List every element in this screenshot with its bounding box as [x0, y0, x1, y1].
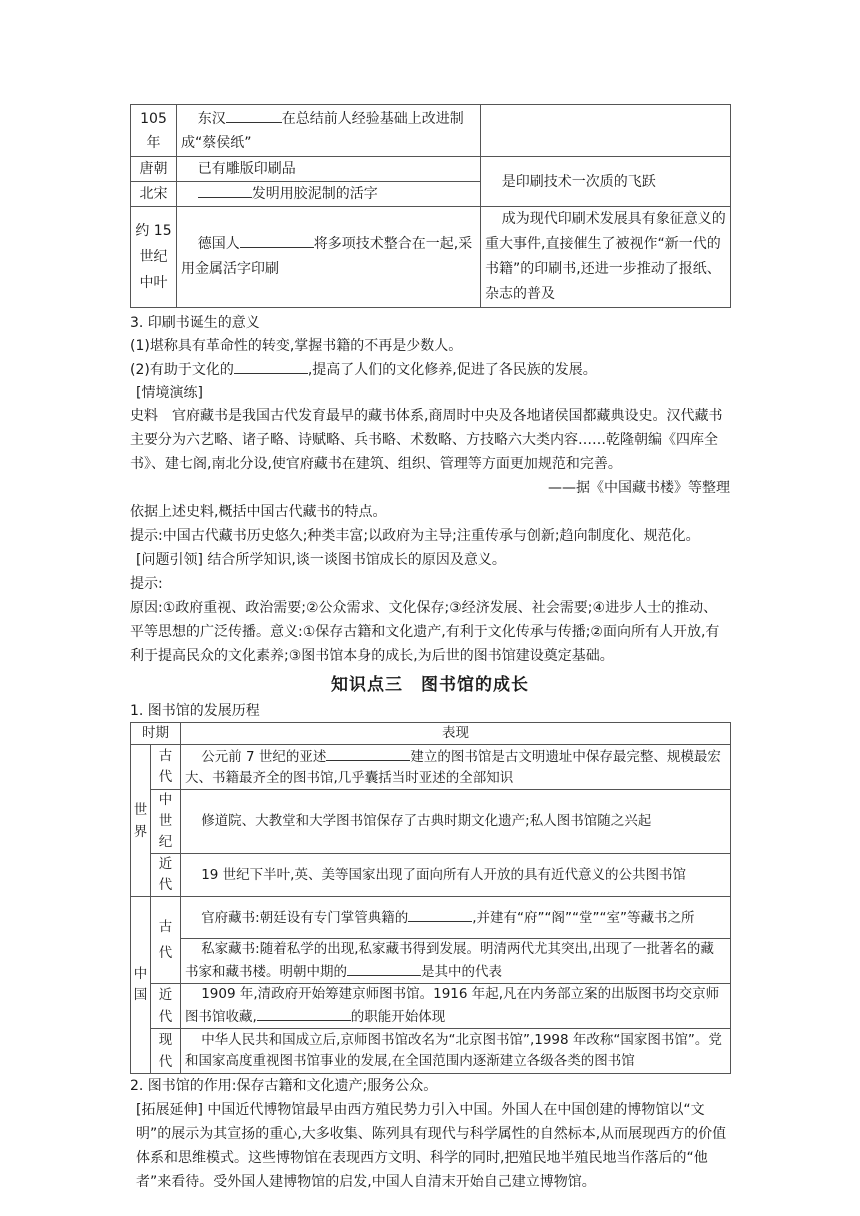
detail-cell [181, 939, 731, 984]
hint: 提示:中国古代藏书历史悠久;种类丰富;以政府为主导;注重传承与创新;趋向制度化、规范化。 [130, 528, 700, 544]
section-title: 知识点三 图书馆的成长 [331, 675, 529, 695]
inquiry-label: [问题引领] [136, 552, 203, 568]
source-label: 史料 [130, 408, 158, 424]
inquiry-answer: 原因:①政府重视、政治需要;②公众需求、文化保存;③经济发展、社会需要;④进步人士的推动、平等思想的广泛传播。意义:①保存古籍和文化遗产,有利于文化传承与传播;②面向所有人开放,有利于提高民众的文化素养;③图书馆本身的成长,为后世的图书馆建设奠定基础。 [130, 600, 720, 664]
event-text: 东汉 [197, 110, 226, 127]
extension [130, 1098, 730, 1194]
period-cell: 唐朝 [131, 157, 177, 182]
event-cell: 已有雕版印刷品 [177, 157, 481, 182]
detail-text: 私家藏书:随着私学的出现,私家藏书得到发展。明清两代尤其突出,出现了一批著名的藏书家和藏书楼。明朝中期的 [185, 941, 714, 980]
era-cell: 近代 [151, 854, 181, 897]
practice-label: [情境演练] [136, 385, 203, 401]
significance-cell: 是印刷技术一次质的飞跃 [481, 157, 731, 207]
table-row [131, 854, 731, 897]
detail-cell [181, 984, 731, 1029]
detail-text: ,并建有“府”“阁”“堂”“室”等藏书之所 [472, 910, 695, 926]
column-header: 表现 [181, 723, 731, 745]
event-text: 在总结前人经验基础上改进制成“蔡侯纸” [181, 110, 464, 151]
fill-blank [326, 745, 410, 761]
fill-blank [408, 906, 472, 922]
period-cell: 约 15 世纪中叶 [131, 207, 177, 308]
fill-blank [240, 232, 314, 248]
detail-text: 公元前 7 世纪的亚述 [201, 749, 327, 765]
table-row [131, 105, 731, 157]
fill-blank [226, 107, 282, 123]
detail-text: 官府藏书:朝廷设有专门掌管典籍的 [201, 910, 409, 926]
subsection-heading: 1. 图书馆的发展历程 [130, 703, 260, 719]
extension-text: 中国近代博物馆最早由西方殖民势力引入中国。外国人在中国创建的博物馆以“文明”的展示为其宣扬的重心,大多收集、陈列具有现代与科学属性的自然标本,从而展现西方的价值体系和思维模式。这些博物馆在表现西方文明、科学的同时,把殖民地半殖民地当作落后的“他者”来看待。受外国人建博物馆的启发,中国人自清末开始自己建立博物馆。 [136, 1102, 727, 1190]
printing-history-table [130, 104, 731, 308]
detail-cell: 19 世纪下半叶,英、美等国家出现了面向所有人开放的具有近代意义的公共图书馆 [181, 854, 731, 897]
fill-blank [234, 358, 308, 374]
detail-cell [181, 897, 731, 939]
table-row [131, 897, 731, 939]
event-cell [177, 207, 481, 308]
event-text: 将多项技术整合在一起,采用金属活字印刷 [181, 236, 473, 277]
table-row [131, 939, 731, 984]
era-cell: 近代 [151, 984, 181, 1029]
table-row [131, 157, 731, 182]
extension-label: [拓展延伸] [136, 1102, 203, 1118]
event-text: 德国人 [197, 236, 240, 252]
era-cell: 古代 [151, 745, 181, 790]
document-page [130, 104, 730, 1194]
era-cell: 古代 [151, 897, 181, 984]
event-text: 发明用胶泥制的活字 [251, 186, 378, 202]
table-row [131, 984, 731, 1029]
region-cell: 中国 [131, 897, 151, 1074]
detail-cell: 修道院、大教堂和大学图书馆保存了古典时期文化遗产;私人图书馆随之兴起 [181, 790, 731, 854]
library-history-table [130, 722, 731, 1074]
significance-cell: 成为现代印刷术发展具有象征意义的重大事件,直接催生了被视作“新一代的书籍”的印刷书,还进一步推动了报纸、杂志的普及 [481, 207, 731, 308]
era-cell: 中世纪 [151, 790, 181, 854]
table-row [131, 207, 731, 308]
column-header: 时期 [131, 723, 181, 745]
era-cell: 现代 [151, 1029, 181, 1074]
table-row [131, 745, 731, 790]
inquiry [130, 548, 730, 572]
significance-cell [481, 105, 731, 157]
table-row [131, 1029, 731, 1074]
detail-cell [181, 745, 731, 790]
event-cell [177, 182, 481, 207]
paragraph: (1)堪称具有革命性的转变,掌握书籍的不再是少数人。 [130, 338, 463, 354]
table-header-row [131, 723, 731, 745]
fill-blank [347, 960, 421, 976]
fill-blank [257, 1005, 351, 1021]
period-cell: 105 年 [131, 105, 177, 157]
section-heading: 3. 印刷书诞生的意义 [130, 315, 260, 331]
event-cell [177, 105, 481, 157]
source-text: 官府藏书是我国古代发育最早的藏书体系,商周时中央及各地诸侯国都藏典设史。汉代藏书主要分为六艺略、诸子略、诗赋略、兵书略、术数略、方技略六大类内容……乾隆朝编《四库全书》、建七阁,南北分设,使官府藏书在建筑、组织、管理等方面更加规范和完善。 [130, 408, 723, 472]
paragraph-text: (2)有助于文化的 [130, 362, 234, 378]
table-row [131, 790, 731, 854]
inquiry-text: 结合所学知识,谈一谈图书馆成长的原因及意义。 [207, 552, 506, 568]
fill-blank [198, 182, 252, 198]
paragraph [130, 358, 730, 382]
paragraph-text: ,提高了人们的文化修养,促进了各民族的发展。 [307, 362, 597, 378]
source-paragraph [130, 404, 730, 476]
detail-cell: 中华人民共和国成立后,京师图书馆改名为“北京图书馆”,1998 年改称“国家图书馆”。党和国家高度重视图书馆事业的发展,在全国范围内逐渐建立各级各类的图书馆 [181, 1029, 731, 1074]
question: 依据上述史料,概括中国古代藏书的特点。 [130, 504, 387, 520]
hint-label: 提示: [130, 576, 163, 592]
region-cell: 世界 [131, 745, 151, 897]
detail-text: 的职能开始体现 [350, 1009, 446, 1025]
detail-text: 建立的图书馆是古文明遗址中保存最完整、规模最宏大、书籍最齐全的图书馆,几乎囊括当时亚述的全部知识 [185, 749, 721, 786]
period-cell: 北宋 [131, 182, 177, 207]
citation: ——据《中国藏书楼》等整理 [548, 480, 730, 496]
detail-text: 1909 年,清政府开始筹建京师图书馆。1916 年起,凡在内务部立案的出版图书均交京师图书馆收藏, [185, 986, 720, 1025]
paragraph: 2. 图书馆的作用:保存古籍和文化遗产;服务公众。 [130, 1078, 438, 1094]
detail-text: 是其中的代表 [421, 964, 502, 980]
